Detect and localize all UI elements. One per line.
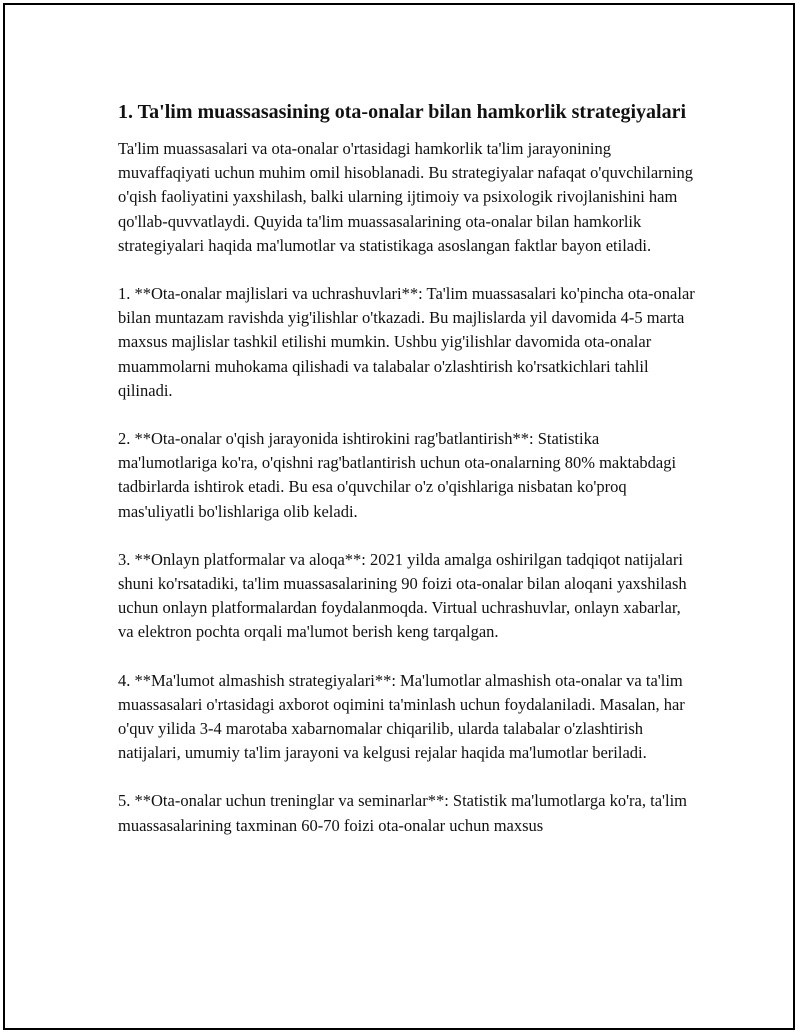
document-body [118, 97, 698, 862]
intro-paragraph: Ta'lim muassasalari va ota-onalar o'rtasidagi hamkorlik ta'lim jarayonining muvaffaqiyati uchun muhim omil hisoblanadi. Bu strategiyalar nafaqat o'quvchilarning o'qish faoliyatini yaxshilash, balki ularning ijtimoiy va psixologik rivojlanishini ham qo'llab-quvvatlaydi. Quyida ta'lim muassasalarining ota-onalar bilan hamkorlik strategiyalari haqida ma'lumotlar va statistikaga asoslangan faktlar bayon etiladi. [118, 139, 693, 255]
paragraph-online-platforms: 3. **Onlayn platformalar va aloqa**: 2021 yilda amalga oshirilgan tadqiqot natijalari shuni ko'rsatadiki, ta'lim muassasalarining 90 foizi ota-onalar bilan aloqani yaxshilash uchun onlayn platformalardan foydalanmoqda. Virtual uchrashuvlar, onlayn xabarlar, va elektron pochta orqali ma'lumot berish keng tarqalgan. [118, 549, 687, 642]
paragraph-parent-trainings: 5. **Ota-onalar uchun treninglar va seminarlar**: Statistik ma'lumotlarga ko'ra, ta'lim muassasalarining taxminan 60-70 foizi ota-onalar uchun maxsus [118, 791, 688, 835]
paragraph-parent-meetings: 1. **Ota-onalar majlislari va uchrashuvlari**: Ta'lim muassasalari ko'pincha ota-onalar bilan muntazam ravishda yig'ilishlar o'tkazadi. Bu majlislarda yil davomida 4-5 marta maxsus majlislar tashkil etilishi mumkin. Ushbu yig'ilishlar davomida ota-onalar muammolarni muhokama qilishadi va talabalar o'zlashtirish ko'rsatkichlari tahlil qilinadi. [118, 284, 695, 400]
section-heading: 1. Ta'lim muassasasining ota-onalar bilan hamkorlik strategiyalari [118, 101, 687, 123]
paragraph-information-exchange: 4. **Ma'lumot almashish strategiyalari**: Ma'lumotlar almashish ota-onalar va ta'lim muassasalari o'rtasidagi axborot oqimini ta'minlash uchun foydalaniladi. Masalan, har o'quv yilida 3-4 marotaba xabarnomalar chiqarilib, ularda talabalar o'zlashtirish natijalari, umumiy ta'lim jarayoni va kelgusi rejalar haqida ma'lumotlar beriladi. [118, 670, 685, 763]
document-page [4, 4, 794, 1029]
paragraph-parent-involvement: 2. **Ota-onalar o'qish jarayonida ishtirokini rag'batlantirish**: Statistika ma'lumotlariga ko'ra, o'qishni rag'batlantirish uchun ota-onalarning 80% maktabdagi tadbirlarda ishtirok etadi. Bu esa o'quvchilar o'z o'qishlariga nisbatan ko'proq mas'uliyatli bo'lishlariga olib keladi. [118, 429, 677, 521]
